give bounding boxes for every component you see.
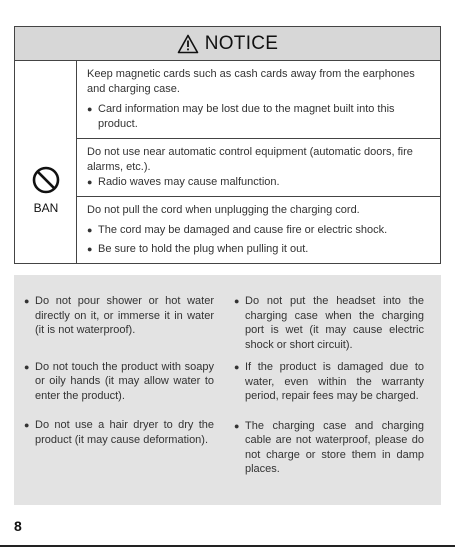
bottom-rule	[0, 545, 455, 547]
notice-row-text: Keep magnetic cards such as cash cards away from the earphones and charging case.	[87, 68, 415, 95]
notice-header	[15, 27, 440, 61]
notice-row-text: Do not pull the cord when unplugging the charging cord.	[87, 204, 360, 216]
page-number: 8	[14, 518, 22, 534]
notice-bullet: ● The cord may be damaged and cause fire or electric shock.	[87, 223, 432, 238]
notice-row	[77, 139, 440, 197]
notice-row	[77, 61, 440, 139]
precaution-item: ● Do not pour shower or hot water directly on it, or immerse it in water (it is not waterproof).	[24, 294, 214, 338]
precautions-right-column	[234, 294, 424, 477]
prohibited-icon	[31, 165, 61, 195]
warning-triangle-icon	[177, 34, 199, 54]
notice-table	[14, 26, 441, 264]
notice-bullet: ● Card information may be lost due to the magnet built into this product.	[87, 102, 432, 132]
precaution-item: ● Do not put the headset into the charging case when the charging port is wet (it may cause electric shock or short circuit).	[234, 294, 424, 352]
precaution-item: ● Do not touch the product with soapy or oily hands (it may allow water to enter the product).	[24, 360, 214, 404]
notice-bullet: ● Radio waves may cause malfunction.	[87, 175, 432, 190]
precaution-item: ● Do not use a hair dryer to dry the product (it may cause deformation).	[24, 418, 214, 447]
notice-title: NOTICE	[204, 32, 279, 54]
precaution-item: ● The charging case and charging cable are not waterproof, please do not charge or store them in damp places.	[234, 419, 424, 477]
ban-column	[15, 61, 77, 263]
notice-bullet: ● Be sure to hold the plug when pulling it out.	[87, 242, 432, 257]
precautions-box	[14, 275, 441, 505]
ban-label: BAN	[33, 201, 59, 215]
notice-row-text: Do not use near automatic control equipment (automatic doors, fire alarms, etc.).	[87, 146, 413, 173]
precautions-left-column	[24, 294, 214, 447]
precaution-item: ● If the product is damaged due to water, even within the warranty period, repair fees may be charged.	[234, 360, 424, 404]
notice-row	[77, 197, 440, 263]
